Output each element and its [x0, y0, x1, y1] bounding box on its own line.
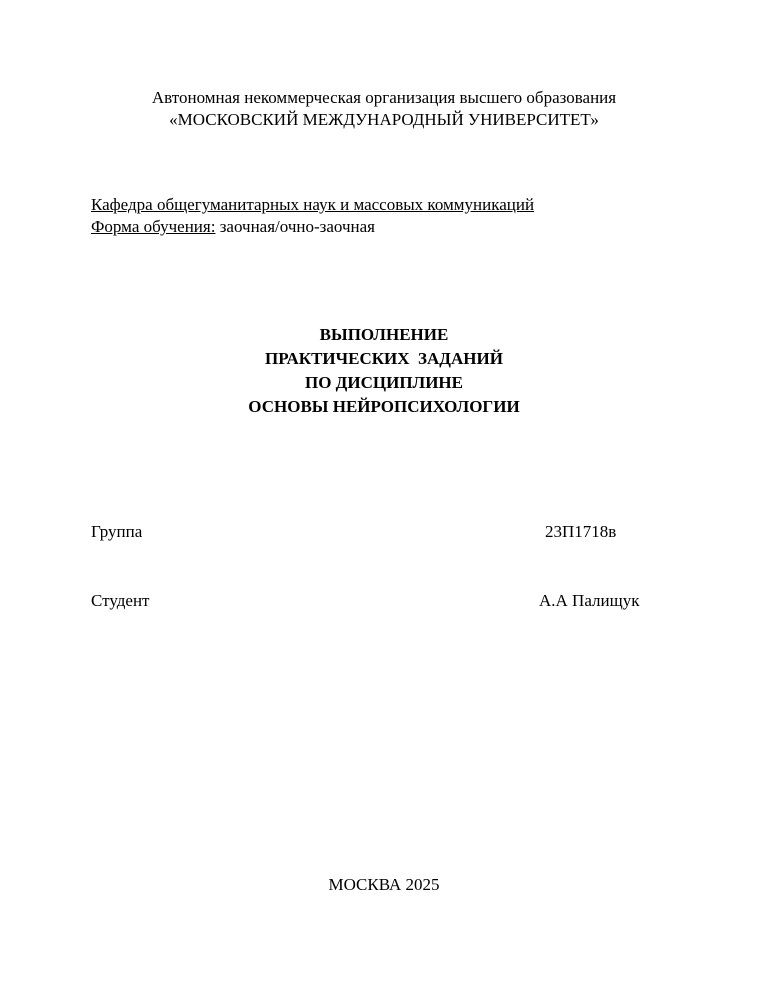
student-label: Студент [91, 591, 150, 610]
department-name: Кафедра общегуманитарных наук и массовых коммуникаций [91, 195, 535, 214]
title-line-3: ПО ДИСЦИПЛИНЕ [304, 373, 463, 392]
study-form-label: Форма обучения: [91, 217, 216, 236]
university-name: «МОСКОВСКИЙ МЕЖДУНАРОДНЫЙ УНИВЕРСИТЕТ» [169, 110, 599, 129]
title-line-1: ВЫПОЛНЕНИЕ [319, 325, 449, 344]
study-form-value: заочная/очно-заочная [215, 217, 375, 236]
document-title [0, 323, 768, 419]
title-line-4: ОСНОВЫ НЕЙРОПСИХОЛОГИИ [248, 397, 520, 416]
organization-line: Автономная некоммерческая организация высшего образования [151, 88, 617, 107]
title-line-2: ПРАКТИЧЕСКИХ ЗАДАНИЙ [265, 349, 503, 368]
group-value: 23П1718в [545, 522, 617, 541]
study-form [91, 216, 375, 238]
city-year: МОСКВА 2025 [328, 875, 440, 894]
group-label: Группа [91, 522, 143, 541]
student-name: А.А Палищук [539, 591, 640, 610]
